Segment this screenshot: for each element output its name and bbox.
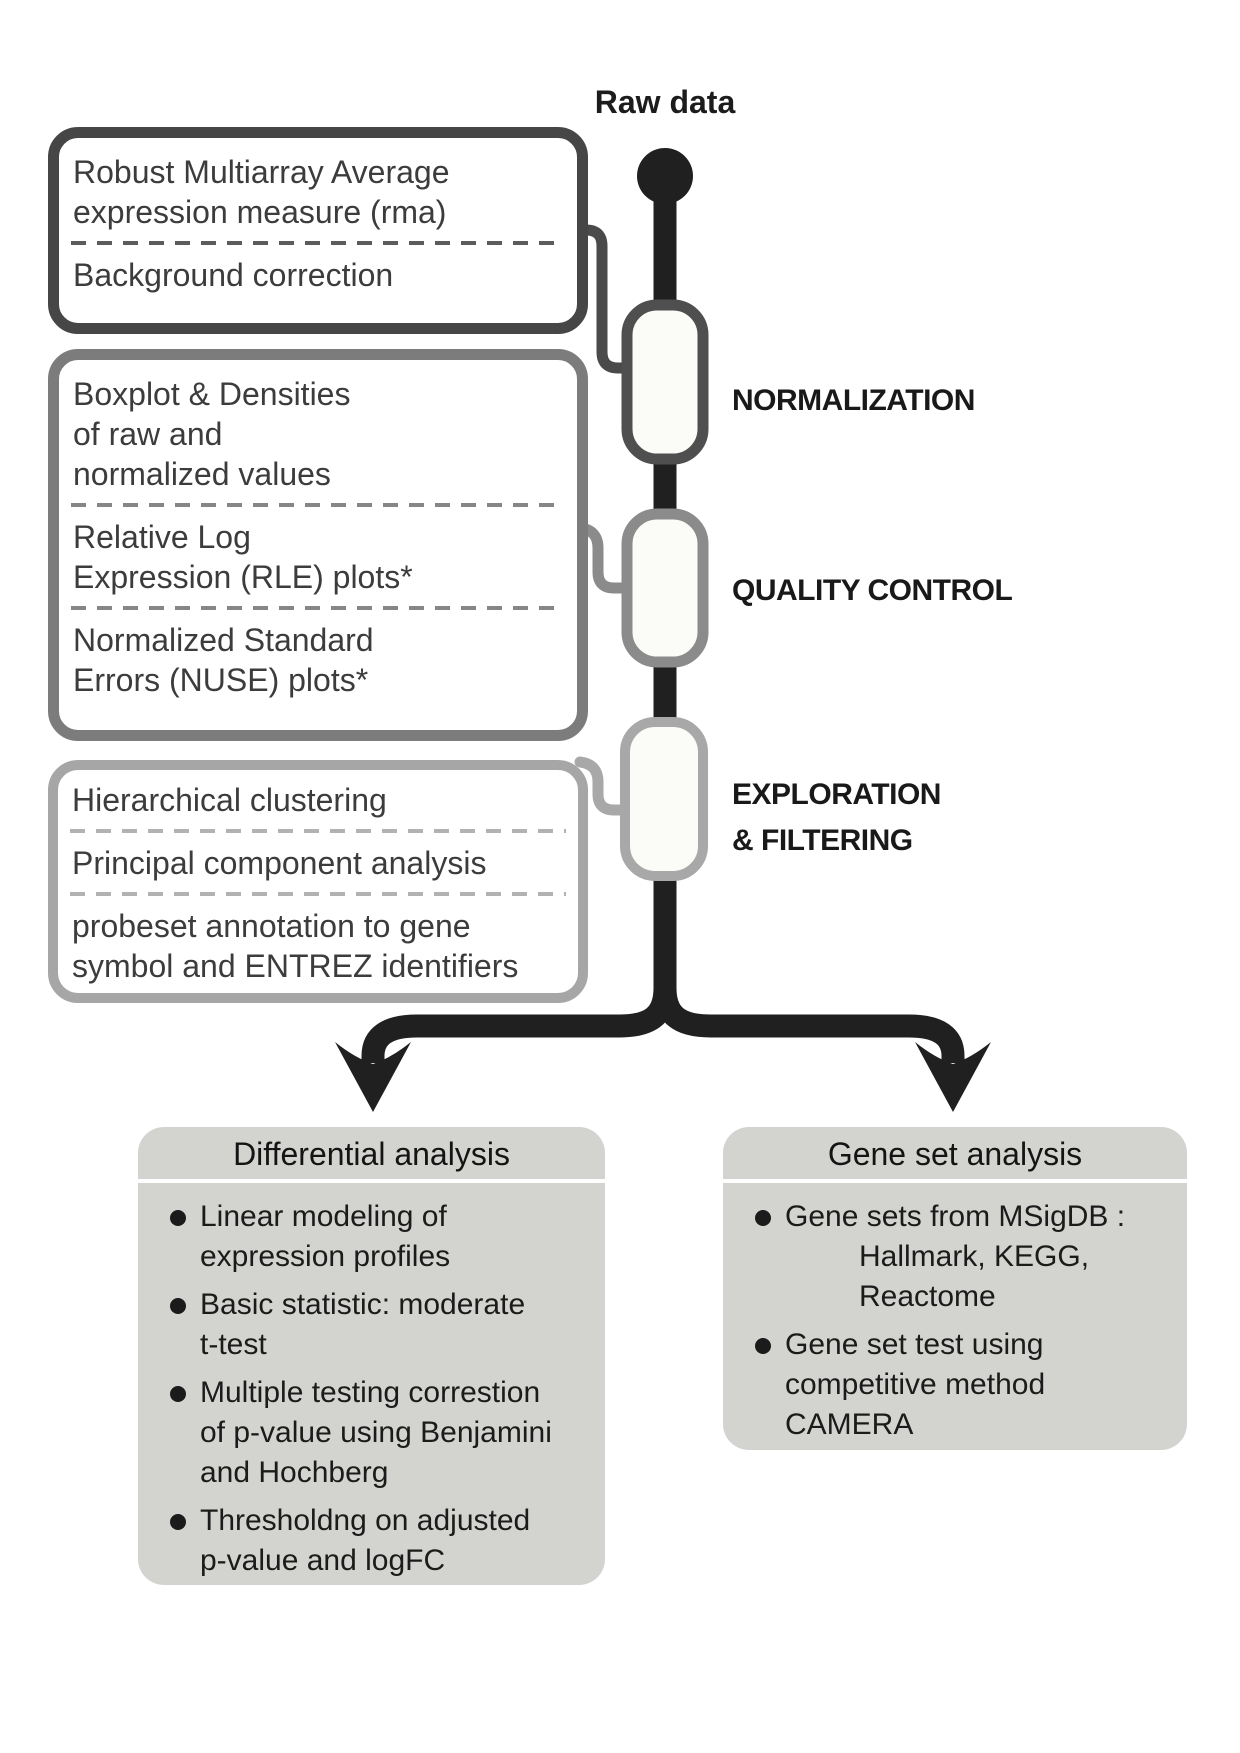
method-row bbox=[59, 507, 577, 606]
branch-right bbox=[665, 970, 953, 1063]
bullet-item bbox=[168, 1373, 597, 1493]
bullet-line: CAMERA bbox=[785, 1408, 914, 1441]
normalization-node bbox=[627, 305, 703, 459]
bullet-text bbox=[200, 1197, 450, 1277]
raw-data-start-dot-icon bbox=[637, 148, 693, 204]
method-line: normalized values bbox=[73, 456, 331, 492]
quality-control-node bbox=[627, 514, 703, 662]
stage-label-line: EXPLORATION bbox=[732, 778, 941, 811]
bullet-text bbox=[200, 1373, 552, 1493]
bullet-line: and Hochberg bbox=[200, 1456, 389, 1489]
method-row bbox=[58, 833, 578, 892]
bullet-text bbox=[200, 1285, 525, 1365]
stage-label-normalization bbox=[732, 378, 975, 424]
raw-data-label: Raw data bbox=[594, 84, 736, 120]
bullet-item bbox=[753, 1325, 1179, 1445]
stage-label-exploration-filtering bbox=[732, 772, 941, 864]
method-line: Hierarchical clustering bbox=[72, 782, 387, 818]
bullet-dot-icon bbox=[170, 1386, 186, 1402]
normalization-methods-box bbox=[48, 127, 588, 334]
bullet-line: of p-value using Benjamini bbox=[200, 1416, 552, 1449]
bullet-item bbox=[753, 1197, 1179, 1317]
bullet-dot-icon bbox=[755, 1210, 771, 1226]
method-line: Normalized Standard bbox=[73, 622, 374, 658]
quality-control-methods-box bbox=[48, 349, 588, 741]
bullet-line: Gene sets from MSigDB : bbox=[785, 1200, 1126, 1233]
method-row bbox=[59, 610, 577, 709]
gene-set-analysis-panel bbox=[723, 1127, 1187, 1450]
stage-label-line: NORMALIZATION bbox=[732, 384, 975, 417]
method-row bbox=[59, 138, 577, 241]
bullet-line: p-value and logFC bbox=[200, 1544, 446, 1577]
method-line: Expression (RLE) plots* bbox=[73, 559, 413, 595]
method-line: Background correction bbox=[73, 257, 394, 293]
bullet-item bbox=[168, 1501, 597, 1581]
bullet-line: t-test bbox=[200, 1328, 267, 1361]
method-line: Errors (NUSE) plots* bbox=[73, 662, 369, 698]
panel-body bbox=[138, 1183, 605, 1581]
bullet-dot-icon bbox=[170, 1210, 186, 1226]
method-line: expression measure (rma) bbox=[73, 194, 447, 230]
bullet-text bbox=[785, 1325, 1045, 1445]
bullet-line: Hallmark, KEGG, bbox=[859, 1240, 1090, 1273]
bullet-line: expression profiles bbox=[200, 1240, 451, 1273]
method-line: probeset annotation to gene bbox=[72, 908, 471, 944]
panel-body bbox=[723, 1183, 1187, 1445]
bullet-line: competitive method bbox=[785, 1368, 1046, 1401]
method-line: of raw and bbox=[73, 416, 223, 452]
differential-analysis-panel bbox=[138, 1127, 605, 1585]
method-row bbox=[58, 770, 578, 829]
method-row bbox=[58, 896, 578, 995]
bullet-text bbox=[785, 1197, 1125, 1317]
stage-label-line: & FILTERING bbox=[732, 824, 913, 857]
method-line: Relative Log bbox=[73, 519, 251, 555]
method-line: Principal component analysis bbox=[72, 845, 487, 881]
bullet-item bbox=[168, 1197, 597, 1277]
method-line: symbol and ENTREZ identifiers bbox=[72, 948, 519, 984]
stage-label-line: QUALITY CONTROL bbox=[732, 574, 1013, 607]
method-line: Boxplot & Densities bbox=[73, 376, 351, 412]
bullet-line: Thresholdng on adjusted bbox=[200, 1504, 531, 1537]
bullet-dot-icon bbox=[170, 1514, 186, 1530]
bullet-line: Basic statistic: moderate bbox=[200, 1288, 526, 1321]
bullet-line: Gene set test using bbox=[785, 1328, 1044, 1361]
method-row bbox=[59, 360, 577, 503]
stage-label-quality-control bbox=[732, 568, 1012, 614]
method-row bbox=[59, 245, 577, 304]
bullet-dot-icon bbox=[170, 1298, 186, 1314]
bullet-line: Reactome bbox=[859, 1280, 996, 1313]
panel-title: Differential analysis bbox=[138, 1127, 605, 1183]
exploration-methods-box bbox=[48, 760, 588, 1003]
bullet-dot-icon bbox=[755, 1338, 771, 1354]
method-line: Robust Multiarray Average bbox=[73, 154, 450, 190]
panel-title: Gene set analysis bbox=[723, 1127, 1187, 1183]
bullet-line: Linear modeling of bbox=[200, 1200, 447, 1233]
exploration-node bbox=[625, 722, 703, 876]
bullet-item bbox=[168, 1285, 597, 1365]
bullet-line: Multiple testing correstion bbox=[200, 1376, 541, 1409]
bullet-text bbox=[200, 1501, 530, 1581]
